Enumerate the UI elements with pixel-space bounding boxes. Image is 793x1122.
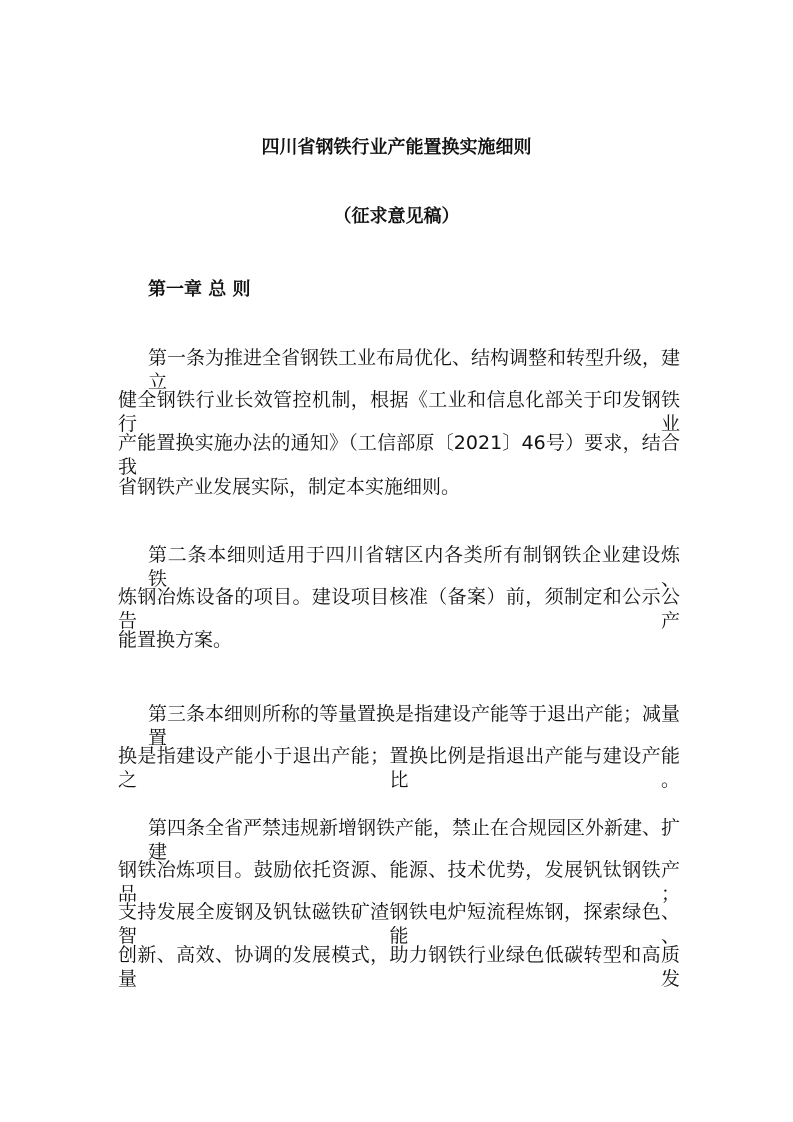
document-subtitle: （征求意见稿）: [333, 206, 460, 227]
chapter-heading: 第一章 总 则: [148, 279, 251, 300]
paragraph-line: 省钢铁产业发展实际，制定本实施细则。: [118, 476, 461, 498]
paragraph-line: 创新、高效、协调的发展模式，助力钢铁行业绿色低碳转型和高质量发: [118, 944, 680, 990]
paragraph-line: 健全钢铁行业长效管控机制，根据《工业和信息化部关于印发钢铁行业: [118, 389, 680, 435]
paragraph-line: 第三条本细则所称的等量置换是指建设产能等于退出产能；减量置: [148, 703, 681, 749]
paragraph-line: 第一条为推进全省钢铁工业布局优化、结构调整和转型升级，建立: [148, 347, 681, 393]
paragraph-line: 换是指建设产能小于退出产能；置换比例是指退出产能与建设产能之比。: [118, 745, 680, 791]
paragraph-line: 第四条全省严禁违规新增钢铁产能，禁止在合规园区外新建、扩建: [148, 817, 681, 863]
paragraph-line: 产能置换实施办法的通知》（工信部原〔2021〕46号）要求，结合我: [118, 432, 680, 478]
paragraph-line: 能置换方案。: [118, 629, 233, 651]
paragraph-line: 第二条本细则适用于四川省辖区内各类所有制钢铁企业建设炼铁、: [148, 544, 680, 590]
paragraph-line: 钢铁冶炼项目。鼓励依托资源、能源、技术优势，发展钒钛钢铁产品；: [118, 859, 680, 905]
paragraph-line: 炼钢冶炼设备的项目。建设项目核准（备案）前，须制定和公示公告产: [118, 586, 680, 632]
paragraph-line: 支持发展全废钢及钒钛磁铁矿渣钢铁电炉短流程炼钢，探索绿色、智能、: [118, 901, 680, 947]
document-title: 四川省钢铁行业产能置换实施细则: [261, 137, 532, 158]
